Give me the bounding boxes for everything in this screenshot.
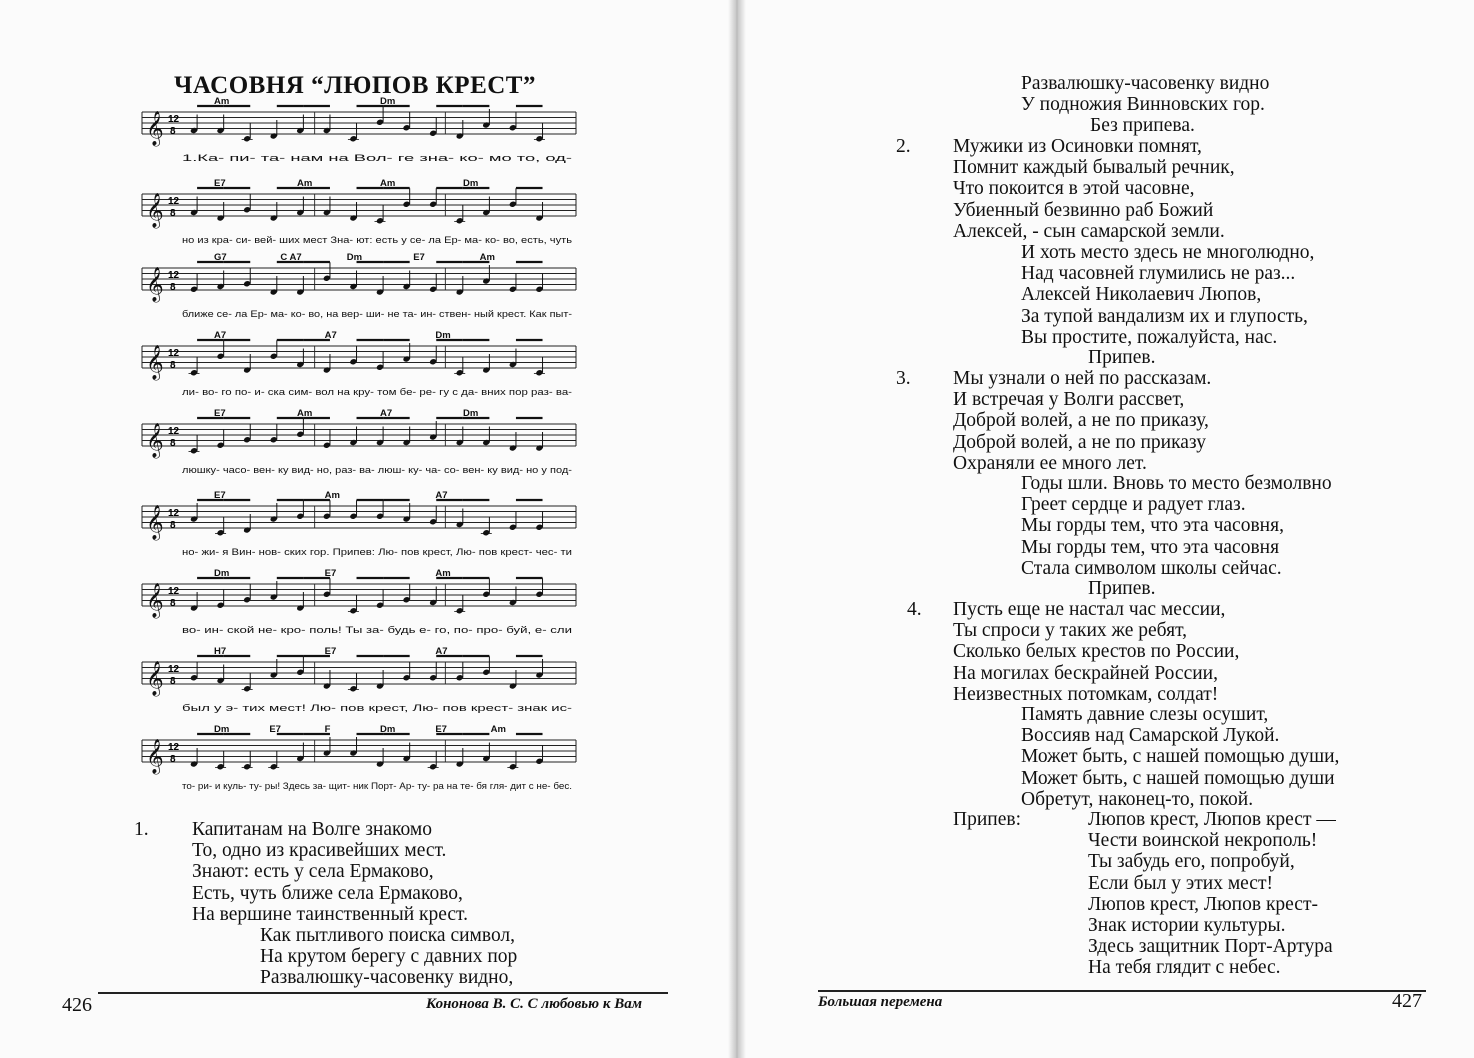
page-number: 427 (1392, 990, 1422, 1012)
verse-line: Мы горды тем, что эта часовня, (1021, 515, 1284, 537)
chorus-line: На тебя глядит с небес. (1088, 957, 1281, 979)
chord-symbol: Am (435, 568, 451, 579)
verse-line: И хоть место здесь не многолюдно, (1021, 242, 1315, 263)
no-chorus-mark (1090, 115, 1195, 136)
time-signature-bottom: 8 (170, 282, 176, 293)
lyric-line: 1.Ка- пи- та- нам на Вол- ге зна- ко- мо то, од- (182, 153, 572, 163)
no-chorus-text: Без припева. (1090, 115, 1195, 136)
chord-symbol: Am (214, 96, 230, 107)
lyric-line: но- жи- я Вин- нов- ских гор. Припев: Лю- пов крест, Лю- пов крест- чес- ти (182, 547, 572, 557)
chorus-line: Если был у этих мест! (1088, 872, 1273, 894)
time-signature-bottom: 8 (170, 754, 176, 765)
chord-symbol: G7 (214, 252, 227, 263)
verse-line: Греет сердце и радует глаз. (1021, 494, 1246, 516)
verse-3-lines (953, 368, 1211, 474)
chord-symbol: Dm (380, 724, 396, 735)
verse-line: Память давние слезы осушит, (1021, 704, 1269, 725)
chorus-mark (1088, 347, 1155, 368)
treble-clef-icon: 𝄞 (146, 739, 164, 774)
verse-1-continuation (1021, 73, 1269, 115)
verse-line: Стала символом школы сейчас. (1021, 557, 1282, 579)
chord-symbol: E7 (214, 490, 226, 501)
verse-number: 4. (907, 599, 922, 620)
chorus-mark (1088, 578, 1155, 599)
chord-symbol: Dm (346, 252, 363, 263)
running-head: Кононова В. С. С любовью к Вам (426, 996, 642, 1012)
chord-symbol: Dm (214, 568, 230, 579)
chord-symbol: Am (490, 724, 506, 735)
treble-clef-icon: 𝄞 (146, 661, 164, 696)
verse-line: Есть, чуть ближе села Ермаково, (192, 882, 463, 904)
chord-symbol: Dm (214, 724, 230, 735)
chord-symbol: Am (380, 178, 396, 189)
verse-3-indented-lines (1021, 473, 1332, 579)
verse-line: Доброй волей, а не по приказу, (953, 410, 1209, 432)
verse-1-lines (192, 819, 468, 925)
treble-clef-icon: 𝄞 (146, 345, 164, 380)
chord-symbol: A7 (435, 646, 448, 657)
verse-line: Над часовней глумились не раз... (1021, 263, 1296, 285)
verse-line: То, одно из красивейших мест. (192, 840, 447, 862)
time-signature-bottom: 8 (170, 520, 176, 531)
verse-line: Алексей Николаевич Люпов, (1021, 284, 1262, 306)
footer-rule (818, 990, 1426, 992)
chord-symbol: A7 (380, 408, 393, 419)
treble-clef-icon: 𝄞 (146, 583, 164, 618)
time-signature-bottom: 8 (170, 676, 176, 687)
chorus-mark-text: Припев. (1088, 347, 1156, 368)
verse-line: Что покоится в этой часовне, (953, 178, 1195, 200)
chorus-line: Знак истории культуры. (1088, 915, 1286, 937)
verse-line: Обретут, наконец-то, покой. (1021, 788, 1254, 810)
verse-number: 3. (896, 368, 911, 389)
chord-symbol: Am (324, 490, 340, 501)
verse-line: И встречая у Волги рассвет, (953, 389, 1185, 411)
verse-line: Охраняли ее много лет. (953, 452, 1147, 474)
verse-line: Мы узнали о ней по рассказам. (953, 368, 1212, 389)
chorus-label: Припев: (953, 809, 1021, 830)
chord-symbol: Dm (463, 408, 479, 419)
chord-symbol: Am (297, 408, 313, 419)
verse-line: Помнит каждый бывалый речник, (953, 157, 1235, 179)
time-signature-top: 12 (168, 586, 180, 597)
verse-line: Убиенный безвинно раб Божий (953, 199, 1214, 221)
sheet-music-score (0, 0, 734, 800)
verse-line: Сколько белых крестов по России, (953, 641, 1240, 663)
verse-4-indented-lines (1021, 704, 1339, 810)
verse-2-lines (953, 136, 1235, 242)
time-signature-top: 12 (168, 664, 180, 675)
chord-symbol: E7 (413, 252, 425, 263)
chorus-mark-text: Припев. (1088, 578, 1156, 599)
treble-clef-icon: 𝄞 (146, 505, 164, 540)
chorus-line: Люпов крест, Люпов крест — (1088, 809, 1336, 830)
lyric-line: ли- во- го по- и- ска сим- вол на кру- том бе- ре- гу с да- вних пор раз- ва- (182, 387, 572, 397)
chord-symbol: E7 (324, 568, 337, 579)
verse-line: Капитанам на Волге знакомо (192, 819, 432, 840)
chord-symbol: A7 (324, 330, 337, 341)
treble-clef-icon: 𝄞 (146, 423, 164, 458)
lyric-line: но из кра- си- вей- ших мест Зна- ют: есть у се- ла Ер- ма- ко- во, есть, чуть (182, 235, 573, 245)
verse-line: У подножия Винновских гор. (1021, 94, 1265, 116)
chord-symbol: A7 (214, 330, 227, 341)
verse-line: За тупой вандализм их и глупость, (1021, 305, 1308, 327)
chorus-line: Люпов крест, Люпов крест- (1088, 893, 1318, 915)
verse-line: На вершине таинственный крест. (192, 903, 468, 925)
chord-symbol: E7 (214, 408, 226, 419)
time-signature-top: 12 (168, 742, 180, 753)
time-signature-bottom: 8 (170, 360, 176, 371)
chord-symbol: H7 (214, 646, 227, 657)
verse-number: 1. (134, 819, 149, 840)
chord-symbol: F (324, 724, 331, 735)
verse-line: Может быть, с нашей помощью души, (1021, 746, 1340, 768)
time-signature-top: 12 (168, 508, 180, 519)
treble-clef-icon: 𝄞 (146, 111, 164, 146)
verse-number: 2. (896, 136, 911, 157)
verse-line: Развалюшку-часовенку видно, (260, 967, 514, 989)
verse-2-indented-lines (1021, 242, 1314, 348)
verse-line: Вы простите, пожалуйста, нас. (1021, 326, 1278, 348)
verse-line: На крутом берегу с давних пор (260, 946, 518, 968)
verse-line: Может быть, с нашей помощью души (1021, 767, 1335, 789)
time-signature-bottom: 8 (170, 208, 176, 219)
chord-symbol: C A7 (280, 252, 302, 263)
verse-1-indented-lines (260, 925, 517, 989)
verse-line: Как пытливого поиска символ, (260, 925, 516, 946)
song-title: ЧАСОВНЯ “ЛЮПОВ КРЕСТ” (174, 72, 536, 99)
treble-clef-icon: 𝄞 (146, 267, 164, 302)
chord-symbol: E7 (435, 724, 447, 735)
footer-rule (98, 992, 668, 994)
verse-line: Развалюшку-часовенку видно (1021, 73, 1270, 94)
time-signature-top: 12 (168, 348, 180, 359)
chorus-line: Ты забудь его, попробуй, (1088, 851, 1295, 873)
chord-symbol: Dm (435, 330, 451, 341)
lyric-line: ближе се- ла Ер- ма- ко- во, на вер- ши- не та- ин- ствен- ный крест. Как пыт- (182, 309, 573, 319)
lyric-line: люшку- часо- вен- ку вид- но, раз- ва- люш- ку- ча- со- вен- ку вид- но у под- (182, 465, 572, 475)
verse-line: Мы горды тем, что эта часовня (1021, 536, 1280, 558)
time-signature-top: 12 (168, 196, 180, 207)
lyric-line: был у э- тих мест! Лю- пов крест, Лю- пов крест- знак ис- (182, 703, 572, 713)
time-signature-bottom: 8 (170, 598, 176, 609)
verse-line: Пусть еще не настал час мессии, (953, 599, 1226, 620)
chord-symbol: Am (297, 178, 313, 189)
verse-line: Годы шли. Вновь то место безмолвно (1021, 473, 1332, 494)
chord-symbol: Am (479, 252, 495, 263)
verse-line: Ты спроси у таких же ребят, (953, 620, 1188, 642)
chord-symbol: E7 (324, 646, 337, 657)
verse-line: На могилах бескрайней России, (953, 662, 1218, 684)
verse-line: Воссияв над Самарской Лукой. (1021, 725, 1280, 747)
time-signature-top: 12 (168, 426, 180, 437)
chord-symbol: E7 (269, 724, 281, 735)
verse-line: Доброй волей, а не по приказу (953, 431, 1206, 453)
lyric-line: то- ри- и куль- ту- ры! Здесь за- щит- ник Порт- Ар- ту- ра на те- бя гля- дит с не- бес. (182, 781, 572, 791)
verse-line: Мужики из Осиновки помнят, (953, 136, 1202, 157)
chorus-lines (1088, 809, 1336, 979)
chord-symbol: Dm (463, 178, 479, 189)
time-signature-bottom: 8 (170, 438, 176, 449)
time-signature-bottom: 8 (170, 126, 176, 137)
chorus-line: Чести воинской некрополь! (1088, 830, 1318, 852)
verse-line: Знают: есть у села Ермаково, (192, 861, 434, 883)
chord-symbol: E7 (214, 178, 226, 189)
verse-line: Алексей, - сын самарской земли. (953, 220, 1225, 242)
lyric-line: во- ин- ской не- кро- поль! Ты за- будь е- го, по- про- буй, е- сли (182, 625, 572, 635)
chord-symbol: A7 (435, 490, 448, 501)
chorus-line: Здесь защитник Порт-Артура (1088, 936, 1333, 958)
treble-clef-icon: 𝄞 (146, 193, 164, 228)
page-number: 426 (62, 994, 92, 1016)
chord-symbol: Dm (380, 96, 396, 107)
time-signature-top: 12 (168, 270, 180, 281)
time-signature-top: 12 (168, 114, 180, 125)
verse-line: Неизвестных потомкам, солдат! (953, 683, 1219, 705)
running-head: Большая перемена (818, 994, 943, 1010)
verse-4-lines (953, 599, 1239, 705)
